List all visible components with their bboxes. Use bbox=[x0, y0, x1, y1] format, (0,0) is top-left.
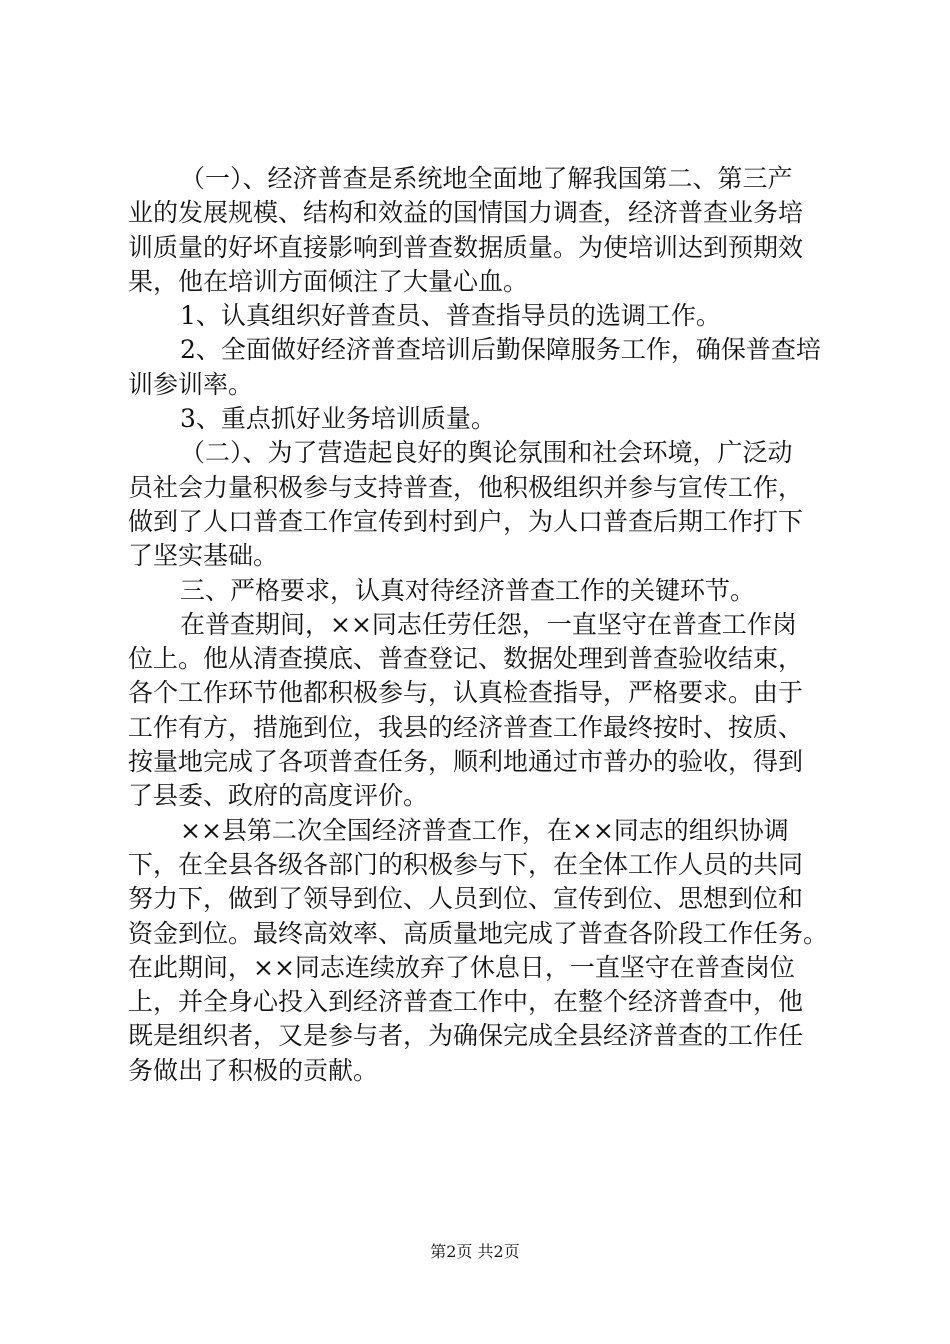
paragraph-3-line-4: 工作有方，措施到位，我县的经济普查工作最终按时、按质、 bbox=[128, 712, 804, 742]
paragraph-2-line-2: 员社会力量积极参与支持普查，他积极组织并参与宣传工作， bbox=[128, 472, 804, 502]
list-item-2-line-2: 训参训率。 bbox=[128, 369, 254, 399]
paragraph-1-line-4: 果，他在培训方面倾注了大量心血。 bbox=[128, 266, 529, 296]
paragraph-4-line-1: ××县第二次全国经济普查工作，在××同志的组织协调 bbox=[180, 815, 789, 845]
paragraph-1-line-3: 训质量的好坏直接影响到普查数据质量。为使培训达到预期效 bbox=[128, 232, 804, 262]
paragraph-4-line-5: 在此期间，××同志连续放弃了休息日，一直坚守在普查岗位 bbox=[128, 952, 795, 982]
paragraph-3-line-2: 位上。他从清查摸底、普查登记、数据处理到普查验收结束， bbox=[128, 644, 804, 674]
paragraph-2-line-4: 了坚实基础。 bbox=[128, 541, 279, 571]
page-number-footer: 第2页 共2页 bbox=[430, 1242, 520, 1261]
list-item-1: 1、认真组织好普查员、普查指导员的选调工作。 bbox=[180, 301, 721, 331]
paragraph-2-line-3: 做到了人口普查工作宣传到村到户，为人口普查后期工作打下 bbox=[128, 506, 804, 536]
paragraph-1-line-1: （一）、经济普查是系统地全面地了解我国第二、第三产 bbox=[180, 164, 793, 193]
list-item-3: 3、重点抓好业务培训质量。 bbox=[180, 404, 496, 434]
paragraph-1-line-2: 业的发展规模、结构和效益的国情国力调查，经济普查业务培 bbox=[128, 198, 804, 228]
paragraph-4-line-2: 下，在全县各级各部门的积极参与下，在全体工作人员的共同 bbox=[128, 849, 804, 879]
paragraph-4-line-4: 资金到位。最终高效率、高质量地完成了普查各阶段工作任务。 bbox=[128, 918, 829, 948]
paragraph-3-line-5: 按量地完成了各项普查任务，顺利地通过市普办的验收，得到 bbox=[128, 747, 804, 777]
section-heading-3: 三、严格要求，认真对待经济普查工作的关键环节。 bbox=[180, 575, 756, 605]
list-item-2-line-1: 2、全面做好经济普查培训后勤保障服务工作，确保普查培 bbox=[180, 335, 821, 365]
paragraph-4-line-8: 务做出了积极的贡献。 bbox=[128, 1055, 379, 1085]
paragraph-2-line-1: （二）、为了营造起良好的舆论氛围和社会环境，广泛动 bbox=[180, 438, 793, 468]
paragraph-4-line-7: 既是组织者，又是参与者，为确保完成全县经济普查的工作任 bbox=[128, 1021, 804, 1051]
paragraph-3-line-6: 了县委、政府的高度评价。 bbox=[128, 781, 429, 811]
paragraph-4-line-6: 上，并全身心投入到经济普查工作中，在整个经济普查中，他 bbox=[128, 987, 804, 1017]
paragraph-3-line-3: 各个工作环节他都积极参与，认真检查指导，严格要求。由于 bbox=[128, 678, 804, 708]
paragraph-3-line-1: 在普查期间，××同志任劳任怨，一直坚守在普查工作岗 bbox=[180, 609, 797, 639]
paragraph-4-line-3: 努力下，做到了领导到位、人员到位、宣传到位、思想到位和 bbox=[128, 884, 804, 914]
document-body bbox=[128, 162, 828, 1088]
